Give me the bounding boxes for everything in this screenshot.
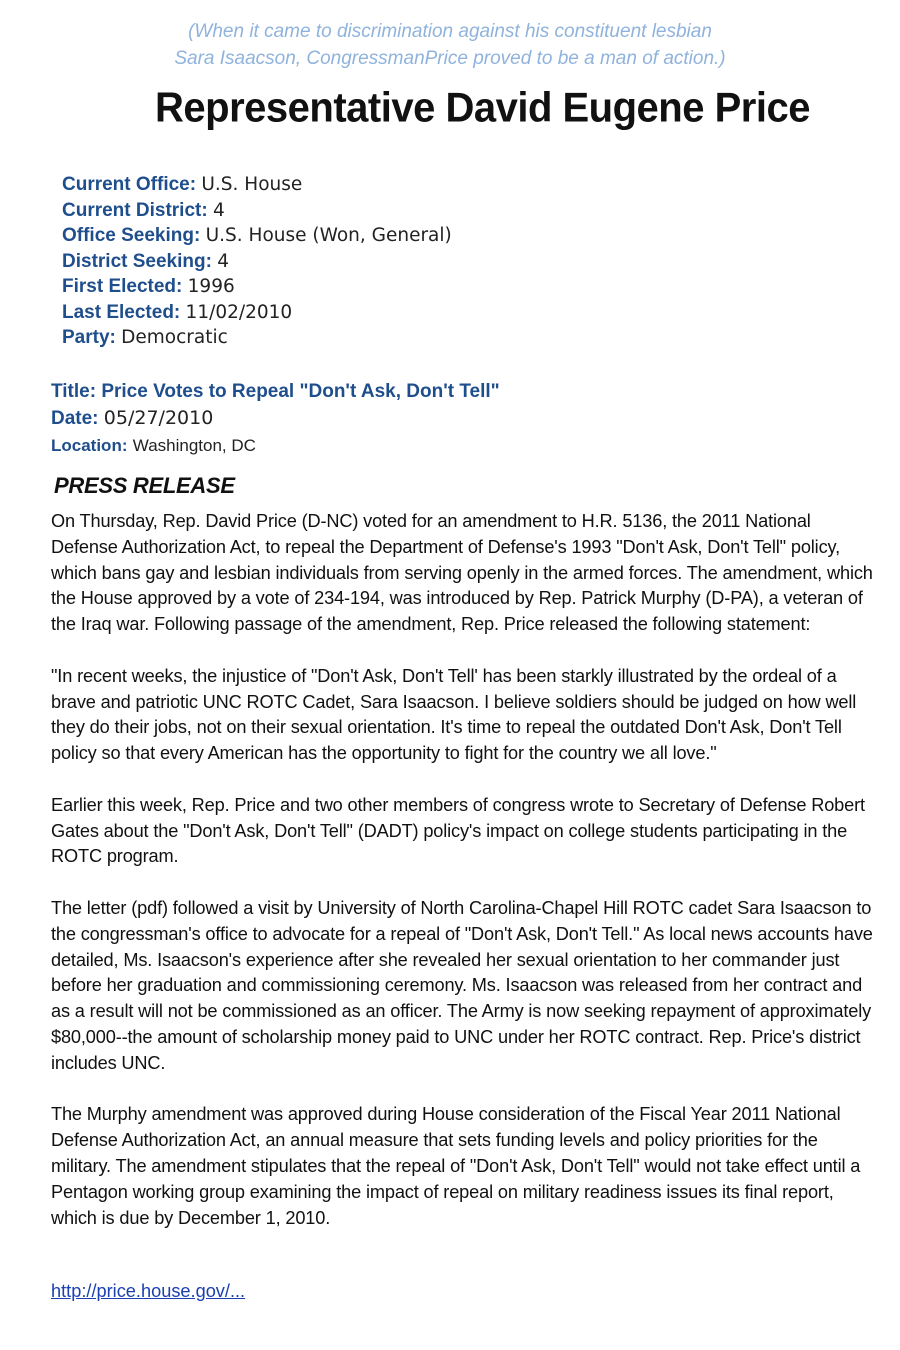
fact-value: U.S. House <box>201 174 303 195</box>
press-release-body <box>51 509 879 1257</box>
fact-value: U.S. House (Won, General) <box>205 225 452 246</box>
body-paragraph: "In recent weeks, the injustice of "Don't Ask, Don't Tell' has been starkly illustrated by the ordeal of a brave and patriotic UNC ROTC Cadet, Sara Isaacson. I believe soldiers should be judged on how well they do their jobs, not on their sexual orientation. It's time to repeal the outdated Don't Ask, Don't Tell policy so that every American has the opportunity to fight for the country we all love." <box>51 665 857 764</box>
fact-label: Office Seeking: <box>62 225 201 246</box>
fact-label: Current Office: <box>62 174 197 195</box>
body-paragraph: The letter (pdf) followed a visit by University of North Carolina-Chapel Hill ROTC cadet Sara Isaacson to the congressman's office to advocate for a repeal of "Don't Ask, Don't Tell." As local news accounts have detailed, Ms. Isaacson's experience after she revealed her sexual orientation to her commander just before her graduation and commissioning ceremony. Ms. Isaacson was released from her contract and as a result will not be commissioned as an officer. The Army is now seeking repayment of approximately $80,000--the amount of scholarship money paid to UNC under her ROTC contract. Rep. Price's district includes UNC. <box>51 897 873 1073</box>
caption-line-2: Sara Isaacson, CongressmanPrice proved to be a man of action.) <box>174 48 726 69</box>
release-title-row <box>51 378 500 405</box>
fact-label: Last Elected: <box>62 301 181 323</box>
release-location-row <box>51 432 500 459</box>
release-title: Price Votes to Repeal "Don't Ask, Don't Tell" <box>101 381 500 402</box>
fact-value: 1996 <box>187 276 235 297</box>
release-title-label: Title: <box>51 381 97 402</box>
fact-value: 4 <box>212 199 225 221</box>
fact-current-district <box>62 198 452 224</box>
release-date: 05/27/2010 <box>103 407 214 429</box>
page-title: Representative David Eugene Price <box>155 85 810 131</box>
fact-value: 4 <box>217 250 229 272</box>
body-paragraph: Earlier this week, Rep. Price and two other members of congress wrote to Secretary of Defense Robert Gates about the "Don't Ask, Don't Tell" (DADT) policy's impact on college students participating in the ROTC program. <box>51 794 865 867</box>
fact-label: District Seeking: <box>62 250 212 272</box>
editorial-caption <box>0 18 900 72</box>
fact-last-elected <box>62 300 452 326</box>
candidate-facts <box>62 172 452 351</box>
release-date-label: Date: <box>51 408 99 429</box>
fact-first-elected <box>62 274 452 300</box>
fact-label: Party: <box>62 327 116 348</box>
fact-label: First Elected: <box>62 276 183 297</box>
caption-line-1: (When it came to discrimination against his constituent lesbian <box>188 21 712 42</box>
fact-label: Current District: <box>62 199 208 221</box>
release-date-row <box>51 405 500 432</box>
fact-office-seeking <box>62 223 452 249</box>
release-location: Washington, DC <box>132 436 256 455</box>
release-header <box>51 378 500 459</box>
fact-value: 11/02/2010 <box>185 301 293 323</box>
release-location-label: Location: <box>51 436 128 455</box>
source-link[interactable]: http://price.house.gov/... <box>51 1281 246 1301</box>
fact-district-seeking <box>62 249 452 275</box>
fact-party <box>62 325 452 351</box>
body-paragraph: On Thursday, Rep. David Price (D-NC) voted for an amendment to H.R. 5136, the 2011 National Defense Authorization Act, to repeal the Department of Defense's 1993 "Don't Ask, Don't Tell" policy, which bans gay and lesbian individuals from serving openly in the armed forces. The amendment, which the House approved by a vote of 234-194, was introduced by Rep. Patrick Murphy (D-PA), a veteran of the Iraq war. Following passage of the amendment, Rep. Price released the following statement: <box>51 511 873 635</box>
fact-value: Democratic <box>121 327 228 348</box>
fact-current-office <box>62 172 452 198</box>
press-release-label: PRESS RELEASE <box>54 473 235 498</box>
body-paragraph: The Murphy amendment was approved during House consideration of the Fiscal Year 2011 National Defense Authorization Act, an annual measure that sets funding levels and policy priorities for the military. The amendment stipulates that the repeal of "Don't Ask, Don't Tell" would not take effect until a Pentagon working group examining the impact of repeal on military readiness issues its final report, which is due by December 1, 2010. <box>51 1104 861 1228</box>
